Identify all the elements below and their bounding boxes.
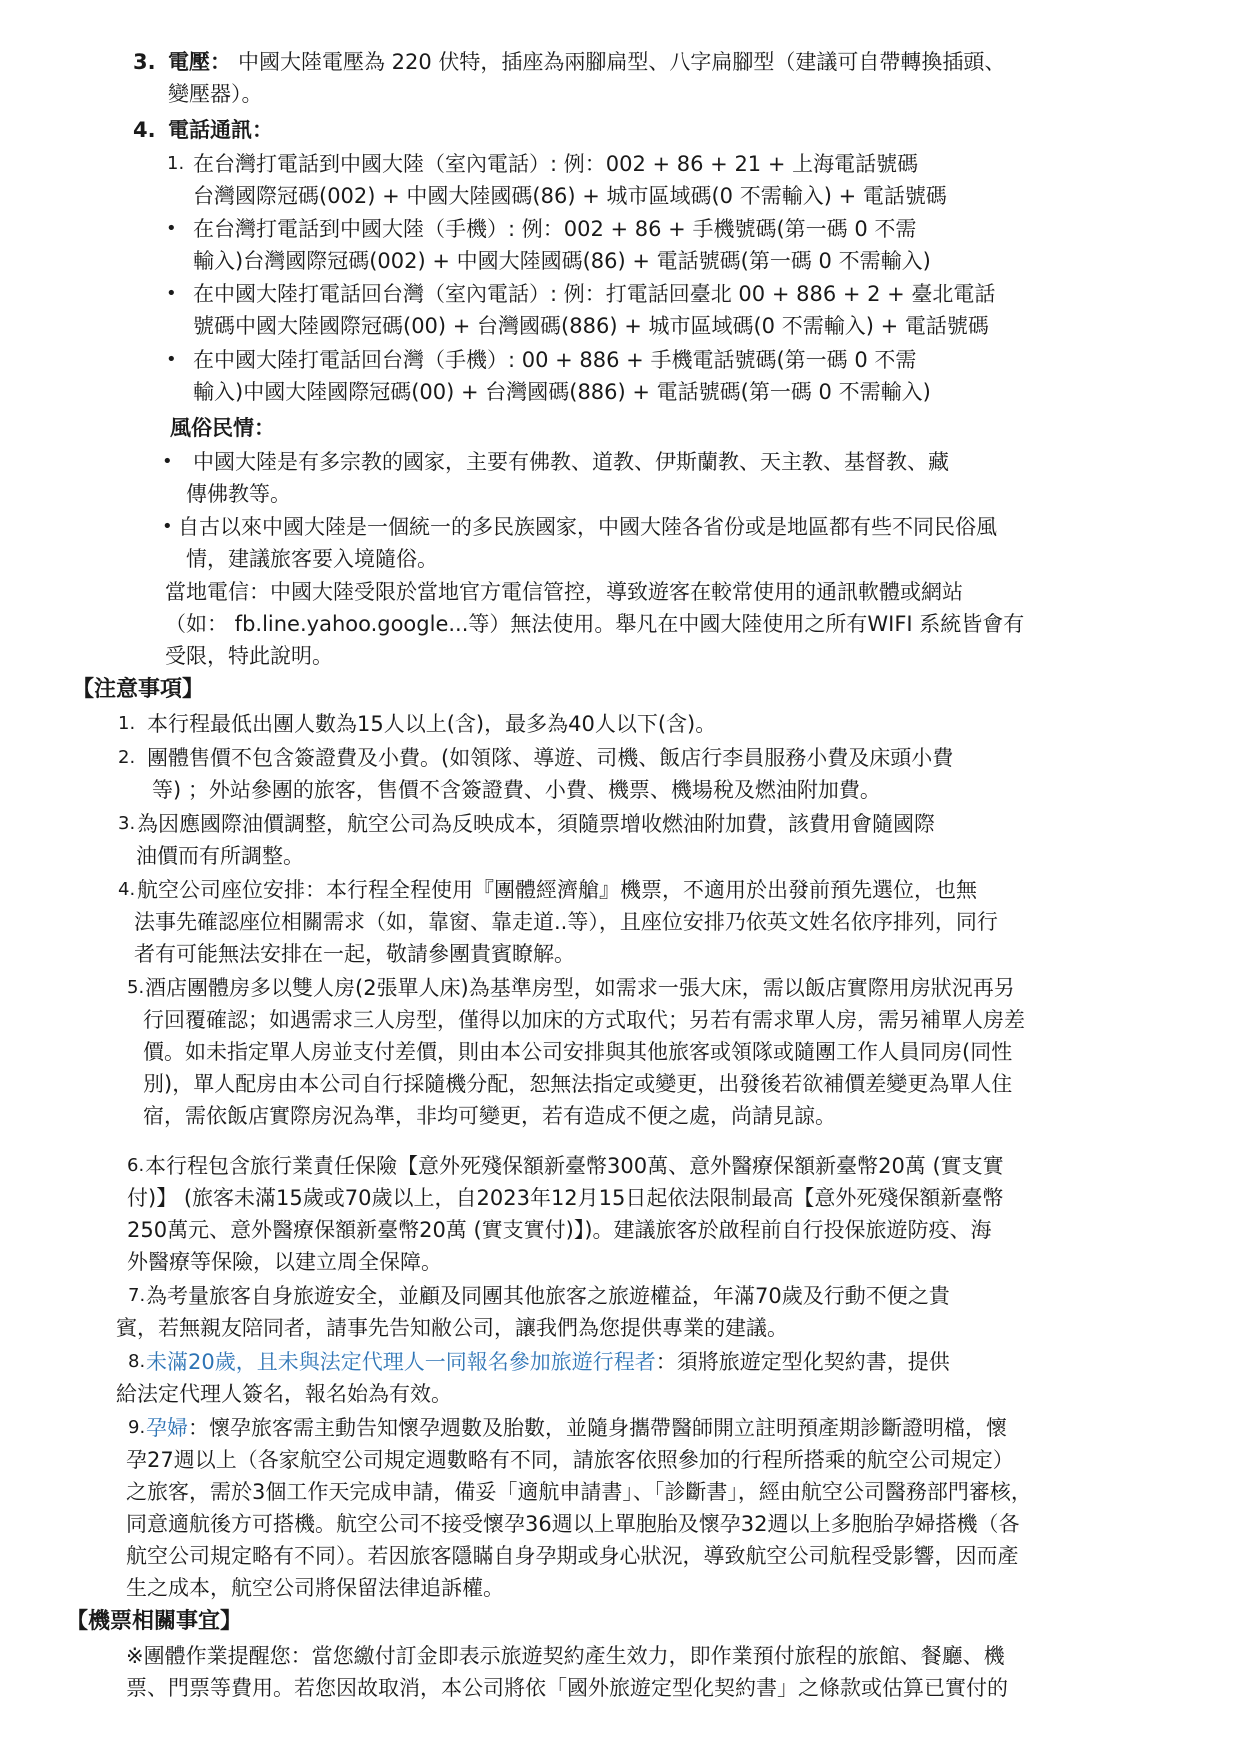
section-label: 電話通訊： xyxy=(168,118,273,142)
bullet-icon: • xyxy=(166,283,177,304)
list-item: 台灣國際冠碼(002) + 中國大陸國碼(86) + 城市區域碼(0 不需輸入) + 電話號碼 xyxy=(193,184,947,208)
list-item: 等) ；外站參團的旅客，售價不含簽證費、小費、機票、機場稅及燃油附加費。 xyxy=(152,778,881,802)
list-item: 為考量旅客自身旅遊安全，並顧及同團其他旅客之旅遊權益，年滿70歲及行動不便之貴 xyxy=(146,1284,950,1308)
list-item: 在中國大陸打電話回台灣（室內電話）: 例：打電話回臺北 00 + 886 + 2 + 臺北電話 xyxy=(193,282,996,306)
list-marker: 1. xyxy=(167,153,185,174)
list-item: 為因應國際油價調整，航空公司為反映成本，須隨票增收燃油附加費，該費用會隨國際 xyxy=(137,812,935,836)
section-label: 電壓： xyxy=(168,50,231,74)
list-marker: 5. xyxy=(127,977,145,998)
list-item: 孕27週以上（各家航空公司規定週數略有不同，請旅客依照參加的行程所搭乘的航空公司規定） xyxy=(126,1448,1014,1472)
list-marker: 8. xyxy=(128,1351,146,1372)
list-item: 輸入)台灣國際冠碼(002) + 中國大陸國碼(86) + 電話號碼(第一碼 0 不需輸入) xyxy=(193,249,931,273)
list-item: 250萬元、意外醫療保額新臺幣20萬 (實支實付)】)。建議旅客於啟程前自行投保旅遊防疫、海 xyxy=(127,1218,992,1242)
section-heading: 【機票相關事宜】 xyxy=(66,1609,243,1634)
list-item: 付)】 (旅客未滿15歲或70歲以上，自2023年12月15日起依法限制最高【意外死殘保額新臺幣 xyxy=(127,1186,1004,1210)
section-heading: 【注意事項】 xyxy=(72,677,205,702)
age-requirement-link[interactable]: 未滿20歲，且未與法定代理人一同報名參加旅遊行程者 xyxy=(146,1350,656,1374)
list-item: 之旅客，需於3個工作天完成申請，備妥「適航申請書」、「診斷書」，經由航空公司醫務部門審核， xyxy=(126,1480,1032,1504)
list-item: 法事先確認座位相關需求（如，靠窗、靠走道..等），且座位安排乃依英文姓名依序排列，同行 xyxy=(134,910,998,934)
list-item: 油價而有所調整。 xyxy=(136,844,304,868)
list-item: 未滿20歲，且未與法定代理人一同報名參加旅遊行程者：須將旅遊定型化契約書，提供 xyxy=(146,1350,950,1374)
list-item: 本行程包含旅行業責任保險【意外死殘保額新臺幣300萬、意外醫療保額新臺幣20萬 (實支實 xyxy=(145,1154,1004,1178)
section-label: 風俗民情： xyxy=(170,416,275,440)
list-item: 行回覆確認；如遇需求三人房型，僅得以加床的方式取代；另若有需求單人房，需另補單人房差 xyxy=(143,1008,1025,1032)
list-item: 給法定代理人簽名，報名始為有效。 xyxy=(116,1382,452,1406)
list-marker: 2. xyxy=(118,747,136,768)
list-item: 者有可能無法安排在一起，敬請參團貴賓瞭解。 xyxy=(134,942,575,966)
list-item: 在台灣打電話到中國大陸（手機）: 例：002 + 86 + 手機號碼(第一碼 0 不需 xyxy=(193,217,917,241)
section-number: 4. xyxy=(133,118,156,142)
list-marker: 6. xyxy=(127,1155,145,1176)
list-item: 在台灣打電話到中國大陸（室內電話）: 例：002 + 86 + 21 + 上海電話號碼 xyxy=(193,152,919,176)
bullet-icon: • xyxy=(166,349,177,370)
list-item: 賓，若無親友陪同者，請事先告知敝公司，讓我們為您提供專業的建議。 xyxy=(116,1316,788,1340)
list-marker: 9. xyxy=(128,1417,146,1438)
list-item: 情，建議旅客要入境隨俗。 xyxy=(186,547,438,571)
bullet-icon: • xyxy=(166,218,177,239)
list-item: 中國大陸是有多宗教的國家，主要有佛教、道教、伊斯蘭教、天主教、基督教、藏 xyxy=(193,450,949,474)
list-item: 同意適航後方可搭機。航空公司不接受懷孕36週以上單胞胎及懷孕32週以上多胞胎孕婦搭機（各 xyxy=(126,1512,1020,1536)
list-item: 本行程最低出團人數為15人以上(含)，最多為40人以下(含)。 xyxy=(147,712,717,736)
list-item: 宿，需依飯店實際房況為準，非均可變更，若有造成不便之處，尚請見諒。 xyxy=(143,1104,836,1128)
text-line: 中國大陸電壓為 220 伏特，插座為兩腳扁型、八字扁腳型（建議可自帶轉換插頭、 xyxy=(238,50,1006,74)
list-marker: 1. xyxy=(118,713,136,734)
list-item: 團體售價不包含簽證費及小費。(如領隊、導遊、司機、飯店行李員服務小費及床頭小費 xyxy=(147,746,954,770)
list-item: 輸入)中國大陸國際冠碼(00) + 台灣國碼(886) + 電話號碼(第一碼 0 不需輸入) xyxy=(193,380,931,404)
text-line: 票、門票等費用。若您因故取消，本公司將依「國外旅遊定型化契約書」之條款或估算已實付的 xyxy=(126,1676,1008,1700)
list-item: 價。如未指定單人房並支付差價，則由本公司安排與其他旅客或領隊或隨團工作人員同房(同性 xyxy=(143,1040,1013,1064)
list-item: 別)，單人配房由本公司自行採隨機分配，恕無法指定或變更，出發後若欲補價差變更為單人住 xyxy=(143,1072,1013,1096)
section-number: 3. xyxy=(133,50,156,74)
list-item: 孕婦：懷孕旅客需主動告知懷孕週數及胎數，並隨身攜帶醫師開立註明預產期診斷證明檔，懷 xyxy=(146,1416,1007,1440)
text-line: （如： fb.line.yahoo.google...等）無法使用。舉凡在中國大陸使用之所有WIFI 系統皆會有 xyxy=(165,612,1025,636)
text-line: ※團體作業提醒您：當您繳付訂金即表示旅遊契約產生效力，即作業預付旅程的旅館、餐廳、機 xyxy=(126,1644,1005,1668)
text-line: 變壓器）。 xyxy=(168,82,263,106)
list-item: 傳佛教等。 xyxy=(186,482,291,506)
list-marker: 4. xyxy=(118,879,136,900)
text-line: 受限，特此說明。 xyxy=(165,644,333,668)
bullet-icon: • xyxy=(162,516,173,537)
list-item: 在中國大陸打電話回台灣（手機）: 00 + 886 + 手機電話號碼(第一碼 0 不需 xyxy=(193,348,917,372)
text-line: 當地電信：中國大陸受限於當地官方電信管控，導致遊客在較常使用的通訊軟體或網站 xyxy=(165,580,963,604)
pregnancy-link[interactable]: 孕婦 xyxy=(146,1416,188,1440)
list-item: 航空公司規定略有不同）。若因旅客隱瞞自身孕期或身心狀況，導致航空公司航程受影響，因而產 xyxy=(126,1544,1019,1568)
list-marker: 3. xyxy=(118,813,136,834)
list-item: 航空公司座位安排：本行程全程使用『團體經濟艙』機票，不適用於出發前預先選位，也無 xyxy=(137,878,977,902)
list-item: 酒店團體房多以雙人房(2張單人床)為基準房型，如需求一張大床，需以飯店實際用房狀況再另 xyxy=(145,976,1015,1000)
list-item: 號碼中國大陸國際冠碼(00) + 台灣國碼(886) + 城市區域碼(0 不需輸入) + 電話號碼 xyxy=(193,314,989,338)
bullet-icon: • xyxy=(162,451,173,472)
list-item: 自古以來中國大陸是一個統一的多民族國家，中國大陸各省份或是地區都有些不同民俗風 xyxy=(178,515,997,539)
list-item: 外醫療等保險，以建立周全保障。 xyxy=(127,1250,442,1274)
list-marker: 7. xyxy=(128,1285,146,1306)
list-item: 生之成本，航空公司將保留法律追訴權。 xyxy=(126,1576,504,1600)
